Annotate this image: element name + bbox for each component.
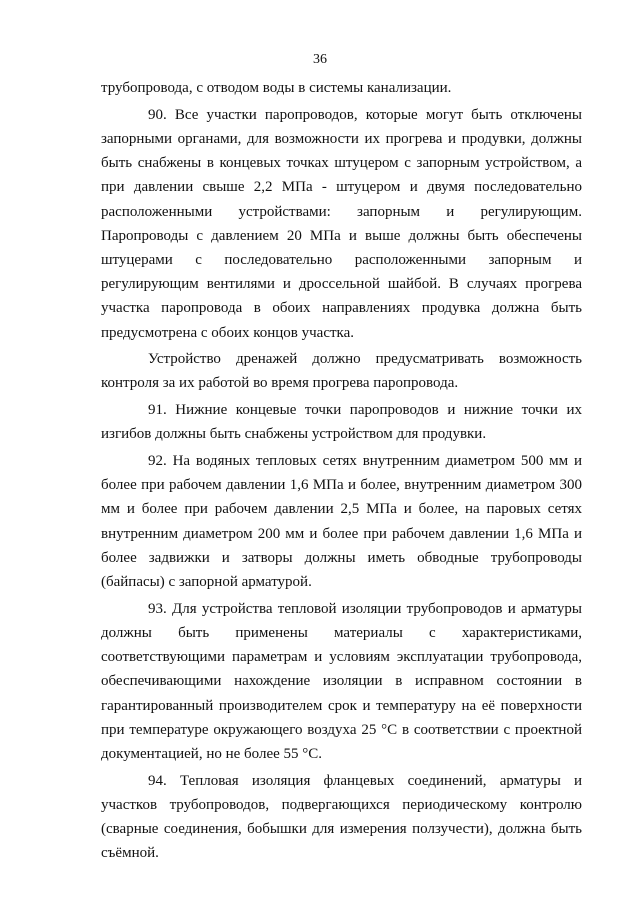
- paragraph-93: 93. Для устройства тепловой изоляции трубопроводов и арматуры должны быть применены материалы с характеристиками, соответствующими параметрам и условиям эксплуатации трубопровода, обеспечивающими нахождение изоляции в исправном состоянии в гарантированный производителем срок и температуру на её поверхности при температуре окружающего воздуха 25 °С в соответствии с проектной документацией, но не более 55 °С.: [101, 600, 582, 762]
- paragraph-90: 90. Все участки паропроводов, которые могут быть отключены запорными органами, для возможности их прогрева и продувки, должны быть снабжены в концевых точках штуцером с запорным устройством, а при давлении свыше 2,2 МПа - штуцером и двумя последовательно расположенными устройствами: запорным и регулирующим. Паропроводы с давлением 20 МПа и выше должны быть обеспечены штуцерами с последовательно расположенными запорным и регулирующим вентилями и дроссельной шайбой. В случаях прогрева участка паропровода в обоих направлениях продувка должна быть предусмотрена с обоих концов участка.: [101, 106, 582, 341]
- paragraph-94: 94. Тепловая изоляция фланцевых соединений, арматуры и участков трубопроводов, подвергающихся периодическому контролю (сварные соединения, бобышки для измерения ползучести), должна быть съёмной.: [101, 772, 582, 862]
- document-body: [101, 76, 582, 866]
- page-number: 36: [313, 52, 327, 67]
- paragraph-drainage: Устройство дренажей должно предусматривать возможность контроля за их работой во время прогрева паропровода.: [101, 351, 582, 392]
- paragraph-91: 91. Нижние концевые точки паропроводов и нижние точки их изгибов должны быть снабжены устройством для продувки.: [101, 402, 582, 443]
- paragraph-continuation: трубопровода, с отводом воды в системы канализации.: [101, 80, 452, 96]
- paragraph-92: 92. На водяных тепловых сетях внутренним диаметром 500 мм и более при рабочем давлении 1,6 МПа и более, внутренним диаметром 300 мм и более при рабочем давлении 2,5 МПа и более, на паровых сетях внутренним диаметром 200 мм и более при рабочем давлении 1,6 МПа и более задвижки и затворы должны иметь обводные трубопроводы (байпасы) с запорной арматурой.: [101, 453, 582, 591]
